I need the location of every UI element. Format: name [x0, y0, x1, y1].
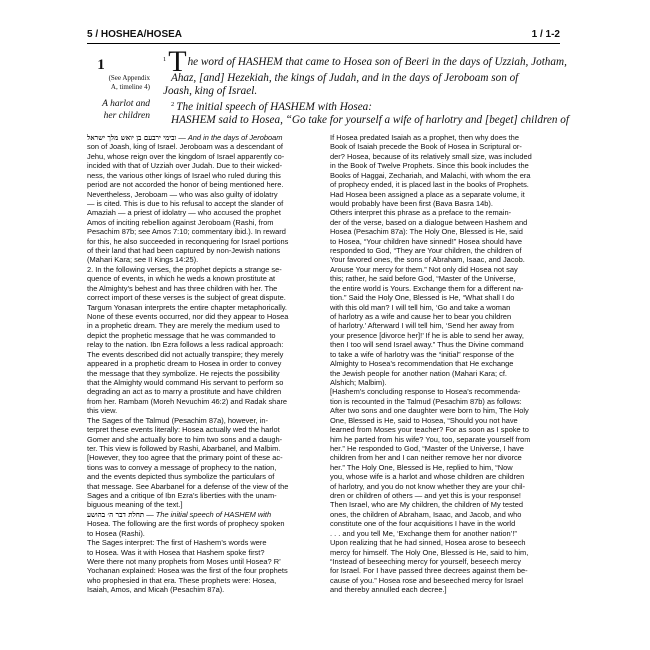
commentary-line: of harlotry, and you do not know whether they are your chil- — [330, 481, 525, 491]
commentary-line: ness, the various other kings of Israel who ruled during this — [87, 170, 281, 180]
commentary-line: you, whose wife is a harlot and whose children are children — [330, 472, 525, 482]
commentary-line: the entire world is Yours. Exchange them for a different na- — [330, 283, 524, 293]
commentary-line: this view. — [87, 406, 118, 416]
commentary-line: of prophecy ended, it is placed last in the books of Prophets. — [330, 180, 529, 190]
commentary-line: to Hosea. Was it with Hosea that Hashem spoke first? — [87, 547, 265, 557]
commentary-line: Arouse Your mercy for them.” Not only did Hosea not say — [330, 264, 518, 274]
commentary-line: learned from Moses your teacher? For as soon as I spoke to — [330, 425, 529, 435]
commentary-line: children from her and I can neither remove her nor divorce — [330, 453, 522, 463]
commentary-line: — is cited. This is due to his refusal to accept the slander of — [87, 198, 284, 208]
commentary-line: After two sons and one daughter were born to him, The Holy — [330, 406, 529, 416]
commentary-line: to Hosea, “Your children have sinned!” Hosea should have — [330, 236, 522, 246]
subhead-line: her children — [103, 110, 150, 121]
commentary-line: the Almighty’s behest and has three children with her. The — [87, 283, 278, 293]
commentary-line: of their land that had been captured by non-Jewish nations — [87, 246, 281, 256]
commentary-line: Amaziah — a priest of idolatry — who accused the prophet — [87, 208, 281, 218]
commentary-line: relay to the nation. Ibn Ezra follows a less radical approach: — [87, 340, 284, 350]
verse-number: 2 — [171, 101, 175, 108]
commentary-line: Had Hosea been assigned a place as a separate volume, it — [330, 189, 525, 199]
commentary-line: her.” He responded to God, “Master of the Universe, I have — [330, 443, 524, 453]
appendix-note — [86, 74, 150, 92]
header-book-title: 5 / HOSHEA/HOSEA — [87, 29, 183, 40]
verse-1-line: Joash, king of Israel. — [163, 85, 258, 97]
appendix-note-line: A, timeline 4) — [110, 83, 150, 91]
commentary-line: 2. In the following verses, the prophet depicts a strange se- — [87, 264, 282, 274]
commentary-line: Pesachim 87b; see Amos 7:10; commentary ibid.). In reward — [87, 227, 286, 237]
commentary-line — [87, 133, 317, 142]
commentary-line: him he parted from his wife? You, too, separate yourself from — [330, 434, 531, 444]
commentary-line: Others interpret this phrase as a preface to the remain- — [330, 208, 512, 218]
commentary-line: incided with that of Uzziah over Judah. Due to their wicked- — [87, 161, 283, 171]
commentary-line: One, Blessed is He, said to Hosea, “Should you not have — [330, 415, 518, 425]
commentary-line: correct import of these verses is the subject of great dispute. — [87, 293, 286, 303]
verse-1-line: Ahaz, [and] Hezekiah, the kings of Judah, and in the days of Jeroboam son of — [171, 72, 519, 84]
commentary-line: for Israel. For I have passed three decrees against them be- — [330, 566, 528, 576]
commentary-line: from her. Rambam (Moreh Nevuchim 46:2) and Radak share — [87, 396, 288, 406]
commentary-line: Gomer and she actually bore to him two sons and a daugh- — [87, 434, 283, 444]
commentary-line: Yochanan explained: Hosea was the first of the four prophets — [87, 566, 288, 576]
section-subhead — [86, 99, 150, 122]
commentary-line: for this, he also succeeded in reconquering for Israel portions — [87, 236, 289, 246]
commentary-line: tion.” Said the Holy One, Blessed is He, “What shall I do — [330, 293, 515, 303]
commentary-line: in the Book of Twelve Prophets. Since this book includes the — [330, 161, 529, 171]
verse-number: 1 — [163, 56, 167, 63]
commentary-line: your presence [divorce her]!’ If he is able to send her away, — [330, 330, 524, 340]
commentary-line: [However, they too agree that the primary point of these ac- — [87, 453, 283, 463]
commentary-line: Were there not many prophets from Moses until Hosea? R’ — [87, 556, 281, 566]
drop-cap: T — [168, 45, 187, 78]
commentary-line: of harlotry as a wife and cause her to bear you children — [330, 312, 512, 322]
commentary-line: Hosea (Pesachim 87a): The Holy One, Blessed is He, said — [330, 227, 523, 237]
commentary-line: “Instead of beseeching mercy for yourself, beseech mercy — [330, 556, 521, 566]
commentary-line: that message. See Abarbanel for a defense of the view of the — [87, 481, 289, 491]
commentary-line: The Sages interpret: The first of Hashem’s words were — [87, 538, 267, 548]
commentary-line: ones, the children of Abraham, Isaac, and Jacob, and who — [330, 509, 522, 519]
commentary-column-left — [87, 133, 317, 595]
commentary-line: biguous meaning of the text.] — [87, 500, 183, 510]
commentary-line: responded to God, “They are Your children, the children of — [330, 246, 522, 256]
commentary-line: this; rather, he said before God, “Master of the Universe, — [330, 274, 516, 284]
commentary-line: the Jewish people for another nation (Mahari Kara; cf. — [330, 368, 507, 378]
commentary-line: Nevertheless, Jeroboam — who was also guilty of idolatry — [87, 189, 278, 199]
commentary-line: in a prophetic dream. They are merely the medium used to — [87, 321, 280, 331]
commentary-line: quence of events, in which he weds a known prostitute at — [87, 274, 276, 284]
commentary-line: who prophesied in that era. These prophets were: Hosea, — [87, 575, 277, 585]
commentary-line: that the Almighty would command His servant to perform so — [87, 377, 284, 387]
commentary-line: Jehu, whose reign over the kingdom of Israel apparently co- — [87, 151, 285, 161]
verse-2-line — [163, 98, 563, 114]
commentary-column-right — [330, 133, 560, 595]
commentary-line: cause of you.” Hosea rose and beseeched mercy for Israel — [330, 575, 524, 585]
commentary-line: Books of Haggai, Zechariah, and Malachi, with whom the era — [330, 170, 531, 180]
commentary-line: terpret these events literally: Hosea actually wed the harlot — [87, 425, 280, 435]
commentary-line: her.” The Holy One, Blessed is He, replied to him, “Now — [330, 462, 513, 472]
commentary-line: Then Israel, who are My children, the children of My tested — [330, 500, 524, 510]
commentary-line: Amos of inciting rebellion against Jeroboam (Rashi, from — [87, 217, 274, 227]
subhead-line: A harlot and — [102, 99, 150, 109]
commentary-line: and thereby annulled each decree.] — [330, 585, 447, 595]
commentary-line: If Hosea predated Isaiah as a prophet, then why does the — [330, 133, 519, 142]
commentary-line: to take a wife of harlotry was the “initial” response of the — [330, 349, 514, 359]
commentary-line: of harlotry.’ Afterward I will tell him, ‘Send her away from — [330, 321, 514, 331]
commentary-line: None of these events occurred, nor did they appear to Hosea — [87, 312, 289, 322]
chapter-number: 1 — [97, 57, 105, 73]
header-chapter-verse: 1 / 1-2 — [531, 29, 560, 40]
commentary-line: Targum Yonasan interprets the entire chapter metaphorically. — [87, 302, 287, 312]
commentary-line: tions was to convey a message of prophecy to the nation, — [87, 462, 277, 472]
commentary-line: Isaiah, Amos, and Micah (Pesachim 87a). — [87, 585, 225, 595]
commentary-line: mercy for himself. The Holy One, Blessed is He, said to him, — [330, 547, 529, 557]
commentary-line: [Hashem’s concluding response to Hosea’s recommenda- — [330, 387, 521, 397]
commentary-line: Upon realizing that he had sinned, Hosea arose to beseech — [330, 538, 526, 548]
translation-verses — [163, 45, 569, 127]
commentary-line: with this old man? I will tell him, ‘Go and take a woman — [330, 302, 511, 312]
commentary-line: then I too will send Israel away.” Thus the Divine command — [330, 340, 524, 350]
commentary-line: Hosea. The following are the first words of prophecy spoken — [87, 519, 285, 529]
commentary-line: der of the verse, based on a dialogue between Hashem and — [330, 217, 528, 227]
commentary-line — [87, 510, 317, 519]
hebrew-lemma: ובימי ירבעם בן יואש מלך ישראל — [87, 133, 177, 142]
appendix-note-line: (See Appendix — [108, 74, 150, 82]
verse-text: he word of HASHEM that came to Hosea son of Beeri in the days of Uzziah, Jotham, — [187, 56, 567, 68]
commentary-line: period are not accorded the honor of being mentioned here. — [87, 180, 284, 190]
header-rule — [87, 43, 560, 44]
verse-text: The initial speech of HASHEM with Hosea: — [176, 101, 373, 113]
commentary-line: depict the prophetic message that he was commanded to — [87, 330, 276, 340]
commentary-line: Your favored ones, the sons of Abraham, Isaac, and Jacob. — [330, 255, 525, 265]
commentary-line: . . . and you tell Me, ‘Exchange them for another nation’!” — [330, 528, 517, 538]
commentary-line: (Mahari Kara; see II Kings 14:25). — [87, 255, 199, 265]
verse-2-line: HASHEM said to Hosea, “Go take for yourself a wife of harlotry and [beget] children of — [171, 114, 569, 126]
commentary-line: degrading an act as to marry a prostitute and have children — [87, 387, 282, 397]
commentary-line: The events described did not actually transpire; they merely — [87, 349, 284, 359]
commentary-line: appeared in a prophetic dream to Hosea in order to convey — [87, 359, 282, 369]
commentary-line: The Sages of the Talmud (Pesachim 87a), however, in- — [87, 415, 268, 425]
lemma-gloss: — And in the days of Jeroboam — [176, 133, 283, 142]
commentary-line: Book of Isaiah precede the Book of Hosea in Scriptural or- — [330, 142, 522, 152]
commentary-line: to Hosea (Rashi). — [87, 528, 145, 538]
commentary-line: son of Joash, king of Israel. Jeroboam was a descendant of — [87, 142, 283, 152]
commentary-line: Almighty to Hosea’s recommendation that He exchange — [330, 359, 514, 369]
running-header — [87, 29, 560, 43]
commentary-line: Alshich; Malbim). — [330, 377, 387, 387]
commentary-line: Sages and a critique of Ibn Ezra’s liberties with the unam- — [87, 491, 277, 501]
commentary-line: the message that they symbolize. He rejects the possibility — [87, 368, 280, 378]
commentary-line: ter. This view is followed by Rashi, Abarbanel, and Malbim. — [87, 443, 281, 453]
hebrew-lemma: תחלת דבר ה׳ בהושע — [87, 509, 145, 519]
commentary-line: constitute one of the four acquisitions I have in the world — [330, 519, 516, 529]
commentary-line: dren or children of others — and yet this is your response! — [330, 491, 521, 501]
commentary-line: would probably have been first (Bava Basra 14b). — [330, 198, 493, 208]
commentary-line: der? Hosea, because of its relatively small size, was included — [330, 151, 532, 161]
commentary-line: and the events depicted thus symbolize the particulars of — [87, 472, 275, 482]
commentary-line: tion is recounted in the Talmud (Pesachim 87b) as follows: — [330, 396, 522, 406]
lemma-gloss: — The initial speech of HASHEM with — [144, 509, 272, 519]
